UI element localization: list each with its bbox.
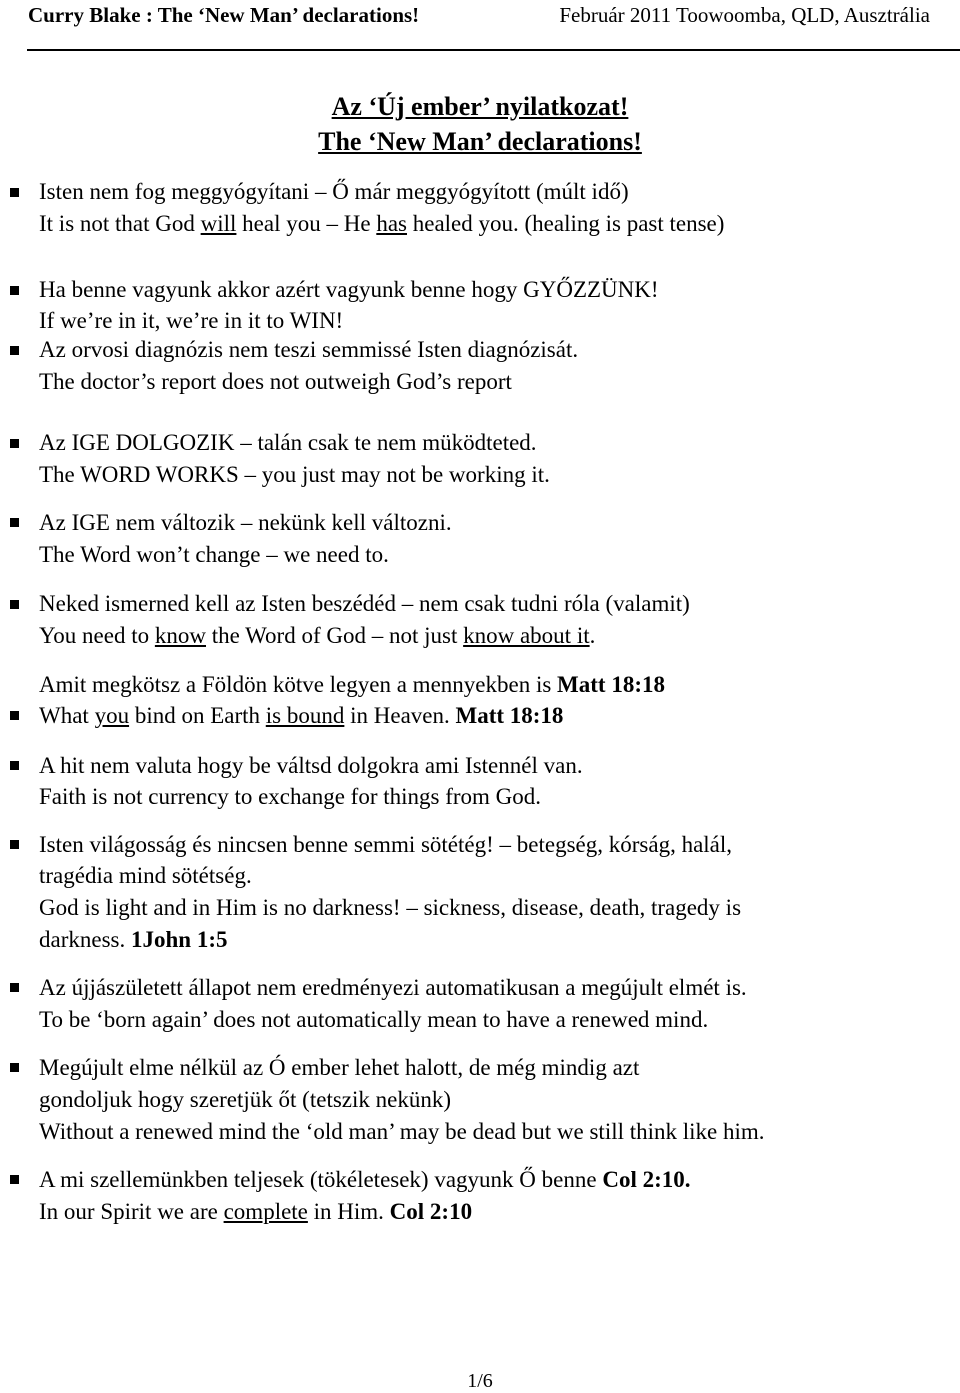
item-9-en-2: darkness. 1John 1:5 xyxy=(39,927,228,952)
item-6-en: You need to know the Word of God – not just know about it. xyxy=(39,623,596,648)
bullet-icon xyxy=(10,1063,19,1072)
item-5-hu: Az IGE nem változik – nekünk kell változni. xyxy=(39,510,452,535)
bullet-icon xyxy=(10,346,19,355)
item-11-hu-2: gondoljuk hogy szeretjük őt (tetszik nekünk) xyxy=(39,1087,452,1112)
item-9-hu-2: tragédia mind sötétség. xyxy=(39,863,252,888)
item-2-hu: Ha benne vagyunk akkor azért vagyunk benne hogy GYŐZZÜNK! xyxy=(39,277,659,302)
item-8-hu: A hit nem valuta hogy be váltsd dolgokra ami Istennél van. xyxy=(39,753,583,778)
item-11-hu-1: Megújult elme nélkül az Ó ember lehet halott, de még mindig azt xyxy=(39,1055,640,1080)
item-9-hu-1: Isten világosság és nincsen benne semmi sötétég! – betegség, kórság, halál, xyxy=(39,832,733,857)
bullet-icon xyxy=(10,439,19,448)
item-12-en: In our Spirit we are complete in Him. Col 2:10 xyxy=(39,1199,473,1224)
bullet-icon xyxy=(10,188,19,197)
header-title: Curry Blake : The ‘New Man’ declarations! xyxy=(28,3,420,27)
item-10-en: To be ‘born again’ does not automatically mean to have a renewed mind. xyxy=(39,1007,709,1032)
item-7-hu: Amit megkötsz a Földön kötve legyen a mennyekben is Matt 18:18 xyxy=(39,672,665,697)
title-english: The ‘New Man’ declarations! xyxy=(318,127,642,156)
item-9-en-1: God is light and in Him is no darkness! – sickness, disease, death, tragedy is xyxy=(39,895,742,920)
item-10-hu: Az újjászületett állapot nem eredményezi automatikusan a megújult elmét is. xyxy=(39,975,747,1000)
page-number: 1/6 xyxy=(467,1370,493,1392)
title-hungarian: Az ‘Új ember’ nyilatkozat! xyxy=(331,92,629,121)
item-7-en: What you bind on Earth is bound in Heaven. Matt 18:18 xyxy=(39,703,564,728)
header-date-location: Február 2011 Toowoomba, QLD, Ausztrália xyxy=(559,3,930,27)
bullet-icon xyxy=(10,1175,19,1184)
bullet-icon xyxy=(10,840,19,849)
bullet-icon xyxy=(10,711,19,720)
item-3-en: The doctor’s report does not outweigh God’s report xyxy=(39,369,512,394)
bullet-icon xyxy=(10,518,19,527)
bullet-icon xyxy=(10,761,19,770)
item-2-en: If we’re in it, we’re in it to WIN! xyxy=(39,308,344,333)
item-6-hu: Neked ismerned kell az Isten beszédéd – nem csak tudni róla (valamit) xyxy=(39,591,690,616)
item-11-en: Without a renewed mind the ‘old man’ may be dead but we still think like him. xyxy=(39,1119,765,1144)
item-1-en: It is not that God will heal you – He has healed you. (healing is past tense) xyxy=(39,211,725,236)
item-12-hu: A mi szellemünkben teljesek (tökéletesek) vagyunk Ő benne Col 2:10. xyxy=(39,1167,691,1192)
item-3-hu: Az orvosi diagnózis nem teszi semmissé Isten diagnózisát. xyxy=(39,337,579,362)
item-4-en: The WORD WORKS – you just may not be working it. xyxy=(39,462,550,487)
item-1-hu: Isten nem fog meggyógyítani – Ő már meggyógyított (múlt idő) xyxy=(39,179,629,204)
header-divider xyxy=(27,49,960,51)
bullet-icon xyxy=(10,286,19,295)
bullet-icon xyxy=(10,600,19,609)
item-4-hu: Az IGE DOLGOZIK – talán csak te nem müködteted. xyxy=(39,430,537,455)
page-header xyxy=(0,0,960,50)
item-5-en: The Word won’t change – we need to. xyxy=(39,542,389,567)
bullet-icon xyxy=(10,983,19,992)
item-8-en: Faith is not currency to exchange for things from God. xyxy=(39,784,542,809)
